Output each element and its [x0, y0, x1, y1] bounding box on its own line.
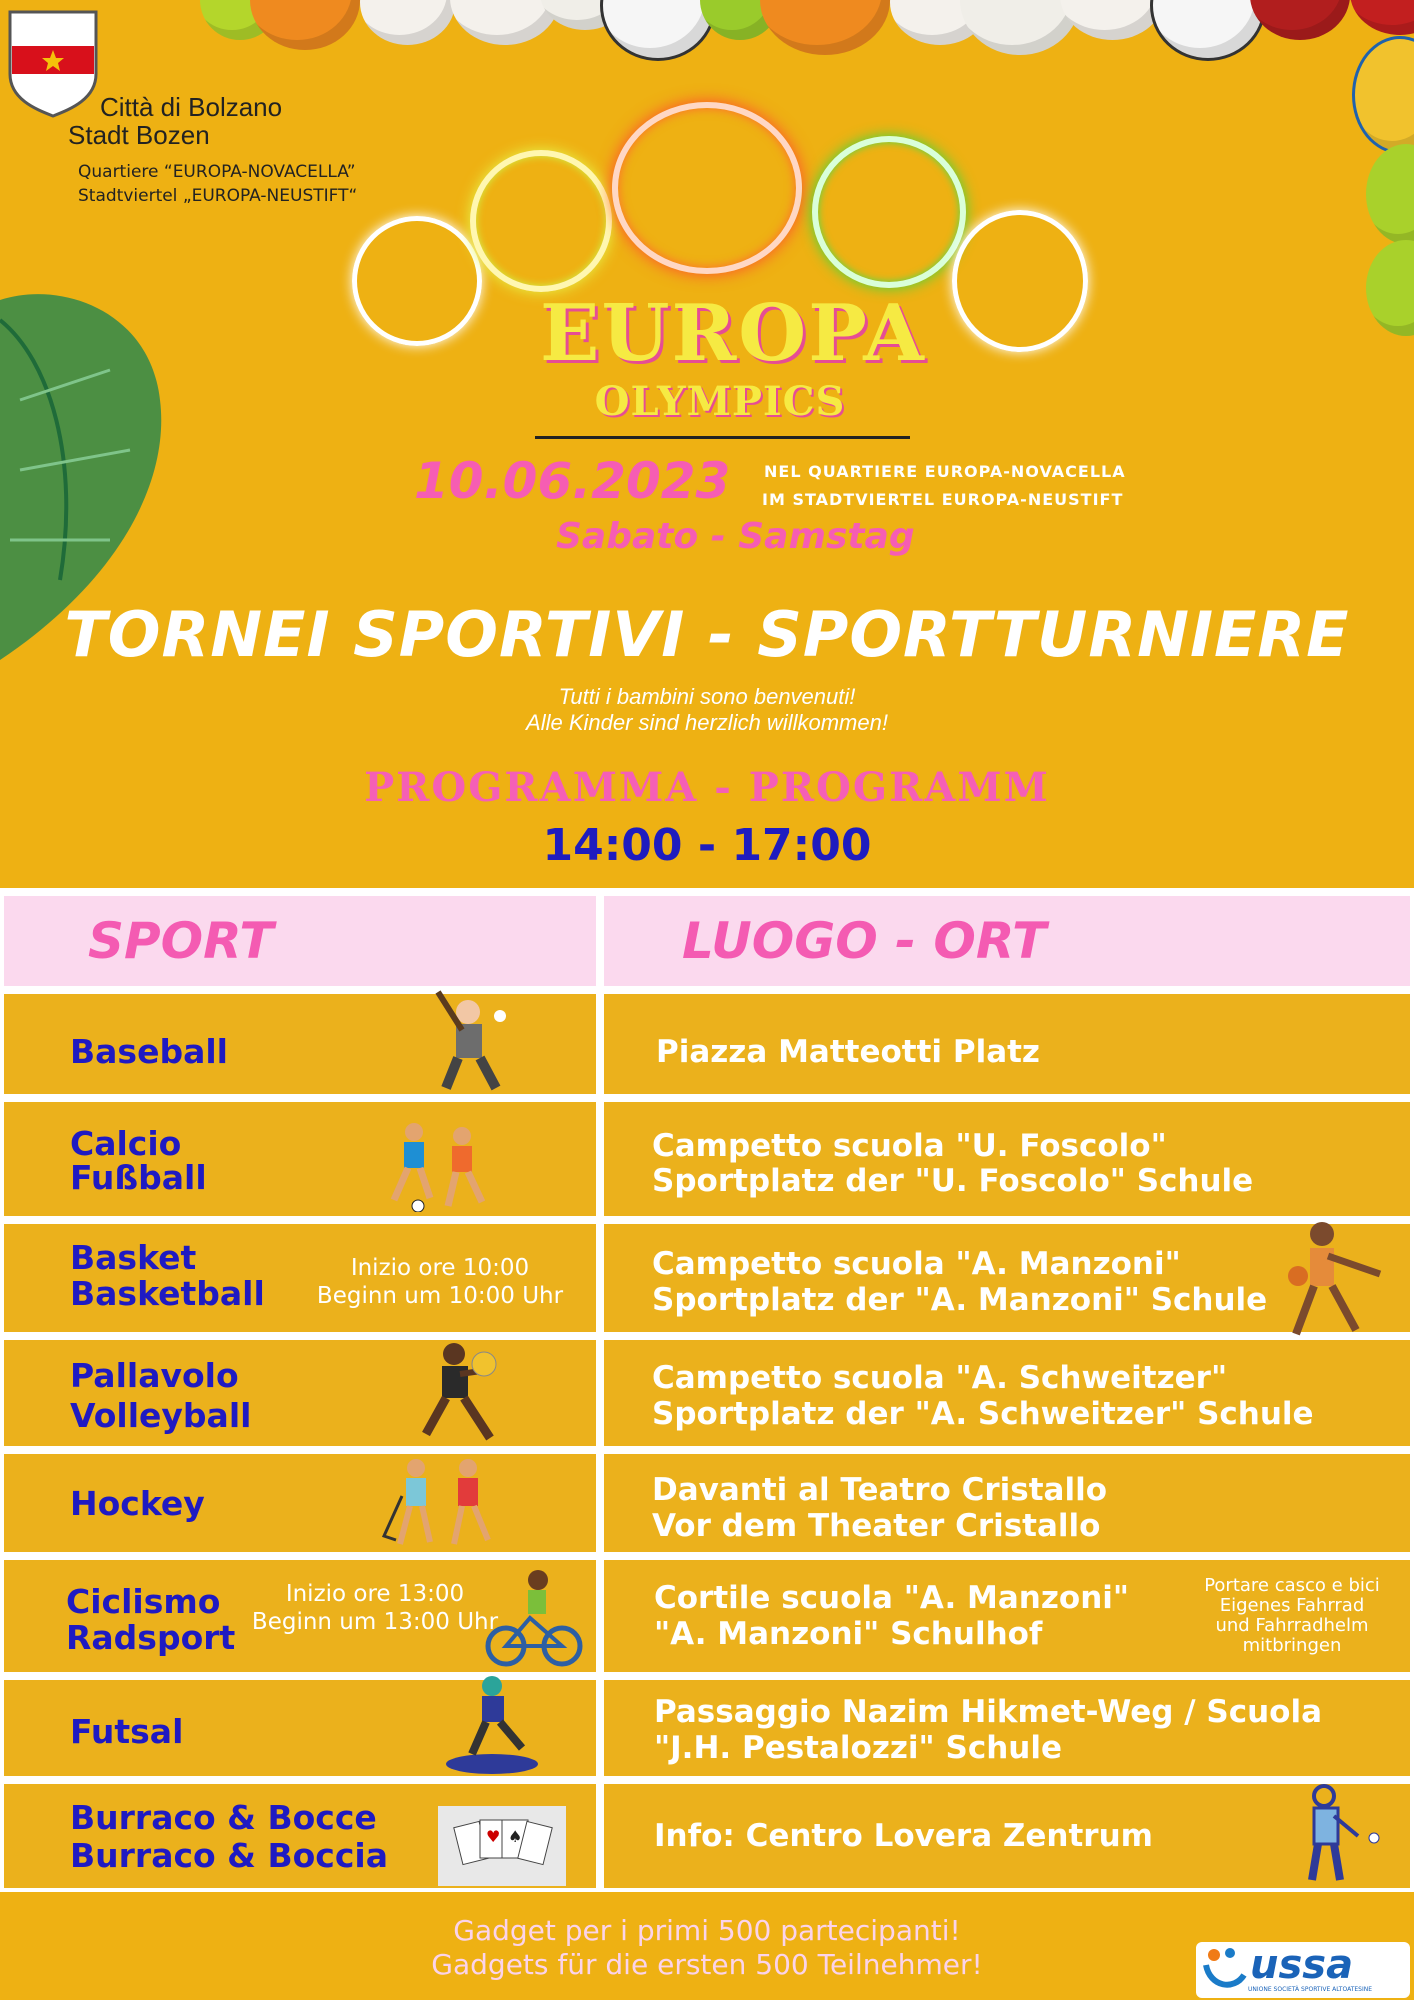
sport-location-de: Sportplatz der "U. Foscolo" Schule	[652, 1163, 1254, 1199]
title-divider	[535, 436, 910, 439]
sport-name-de: Volleyball	[70, 1396, 252, 1435]
start-time-de: Beginn um 13:00 Uhr	[251, 1609, 499, 1635]
cricket-ball-icon	[1350, 0, 1414, 35]
ussa-logo-subtitle: UNIONE SOCIETÀ SPORTIVE ALTOATESINE	[1248, 1986, 1373, 1993]
volleyball-icon	[1352, 36, 1414, 154]
soccer-ball-icon	[600, 0, 716, 61]
futsal-player-icon	[442, 1674, 546, 1776]
sport-name: Futsal	[70, 1712, 184, 1751]
neon-ring-red	[612, 102, 802, 274]
sport-location: Passaggio Nazim Hikmet-Weg / Scuola	[654, 1694, 1322, 1730]
quarter-name-de: Stadtviertel „EUROPA-NEUSTIFT“	[78, 186, 358, 206]
start-time-de: Beginn um 10:00 Uhr	[316, 1283, 564, 1309]
cyclist-icon	[482, 1566, 586, 1670]
sport-location: Campetto scuola "U. Foscolo"	[652, 1128, 1167, 1164]
sport-location-de: Sportplatz der "A. Manzoni" Schule	[652, 1282, 1268, 1318]
column-header-sport: SPORT	[88, 912, 274, 970]
sport-name: Baseball	[70, 1032, 228, 1071]
sport-location: Cortile scuola "A. Manzoni"	[654, 1580, 1130, 1616]
sport-location-de: Vor dem Theater Cristallo	[652, 1508, 1101, 1544]
program-heading: PROGRAMMA - PROGRAMM	[364, 764, 1050, 811]
svg-text:♥: ♥	[486, 1827, 501, 1846]
program-time: 14:00 - 17:00	[542, 820, 872, 871]
event-date: 10.06.2023	[414, 452, 731, 510]
sport-location: Info: Centro Lovera Zentrum	[654, 1818, 1153, 1854]
welcome-de: Alle Kinder sind herzlich willkommen!	[526, 710, 888, 735]
equipment-note-1: Portare casco e bici	[1204, 1575, 1380, 1596]
equipment-note-4: mitbringen	[1242, 1635, 1342, 1656]
gadget-note-it: Gadget per i primi 500 partecipanti!	[453, 1914, 961, 1947]
quarter-name-it: Quartiere “EUROPA-NOVACELLA”	[78, 162, 356, 182]
sport-location-de: Sportplatz der "A. Schweitzer" Schule	[652, 1396, 1314, 1432]
sport-location: Davanti al Teatro Cristallo	[652, 1472, 1107, 1508]
sport-location-de: "J.H. Pestalozzi" Schule	[654, 1730, 1062, 1766]
sport-name: Ciclismo	[66, 1582, 221, 1621]
sport-name-de: Basketball	[70, 1274, 265, 1313]
baseball-player-icon	[428, 990, 518, 1096]
neon-ring-white	[952, 210, 1088, 352]
ussa-figure-icon	[1200, 1945, 1248, 1995]
start-time-it: Inizio ore 13:00	[285, 1581, 465, 1607]
sport-name: Burraco & Bocce	[70, 1798, 377, 1837]
location-de: IM STADTVIERTEL EUROPA-NEUSTIFT	[762, 490, 1124, 509]
neon-ring-white	[352, 216, 482, 346]
tennis-ball-icon	[1366, 144, 1414, 244]
tournaments-heading: TORNEI SPORTIVI - SPORTTURNIERE	[64, 598, 1350, 671]
sport-name-de: Burraco & Boccia	[70, 1836, 388, 1875]
neon-ring-yellow-green	[470, 150, 612, 292]
playing-cards-icon	[438, 1806, 566, 1886]
basketball-player-icon	[1284, 1218, 1390, 1344]
basketball-icon	[250, 0, 360, 50]
basketball-icon	[760, 0, 890, 55]
tennis-ball-icon	[1366, 240, 1414, 336]
sport-location-de: "A. Manzoni" Schulhof	[654, 1616, 1043, 1652]
city-name-it: Città di Bolzano	[100, 92, 283, 122]
event-title-sub: OLYMPICS	[594, 378, 846, 425]
event-title: EUROPA	[540, 288, 926, 379]
sport-name: Calcio	[70, 1124, 182, 1163]
cricket-ball-icon	[1250, 0, 1350, 40]
ussa-logo-text: ussa	[1250, 1942, 1354, 1988]
sport-name: Pallavolo	[70, 1356, 239, 1395]
soccer-ball-icon	[1150, 0, 1266, 61]
sport-location: Campetto scuola "A. Schweitzer"	[652, 1360, 1228, 1396]
hockey-players-icon	[372, 1456, 512, 1552]
neon-ring-green	[812, 136, 966, 288]
location-it: NEL QUARTIERE EUROPA-NOVACELLA	[764, 462, 1126, 481]
sport-name: Basket	[70, 1238, 197, 1277]
column-header-place: LUOGO - ORT	[682, 912, 1047, 970]
baseball-icon	[360, 0, 455, 45]
gadget-note-de: Gadgets für die ersten 500 Teilnehmer!	[431, 1948, 983, 1981]
volleyball-player-icon	[408, 1340, 524, 1444]
sport-location: Piazza Matteotti Platz	[656, 1034, 1040, 1070]
equipment-note-2: Eigenes Fahrrad	[1219, 1595, 1365, 1616]
sport-name-de: Fußball	[70, 1158, 207, 1197]
ussa-logo	[1196, 1942, 1410, 1998]
event-day: Sabato - Samstag	[556, 516, 915, 557]
sport-name-de: Radsport	[66, 1618, 236, 1657]
start-time-it: Inizio ore 10:00	[350, 1255, 530, 1281]
soccer-players-icon	[372, 1120, 502, 1212]
welcome-it: Tutti i bambini sono benvenuti!	[558, 684, 856, 709]
equipment-note-3: und Fahrradhelm	[1215, 1615, 1369, 1636]
svg-text:♠: ♠	[508, 1827, 523, 1846]
city-name-de: Stadt Bozen	[68, 120, 210, 150]
sport-location: Campetto scuola "A. Manzoni"	[652, 1246, 1181, 1282]
sport-name: Hockey	[70, 1484, 205, 1523]
bocce-player-icon	[1274, 1780, 1384, 1888]
bolzano-coat-of-arms	[8, 10, 98, 118]
